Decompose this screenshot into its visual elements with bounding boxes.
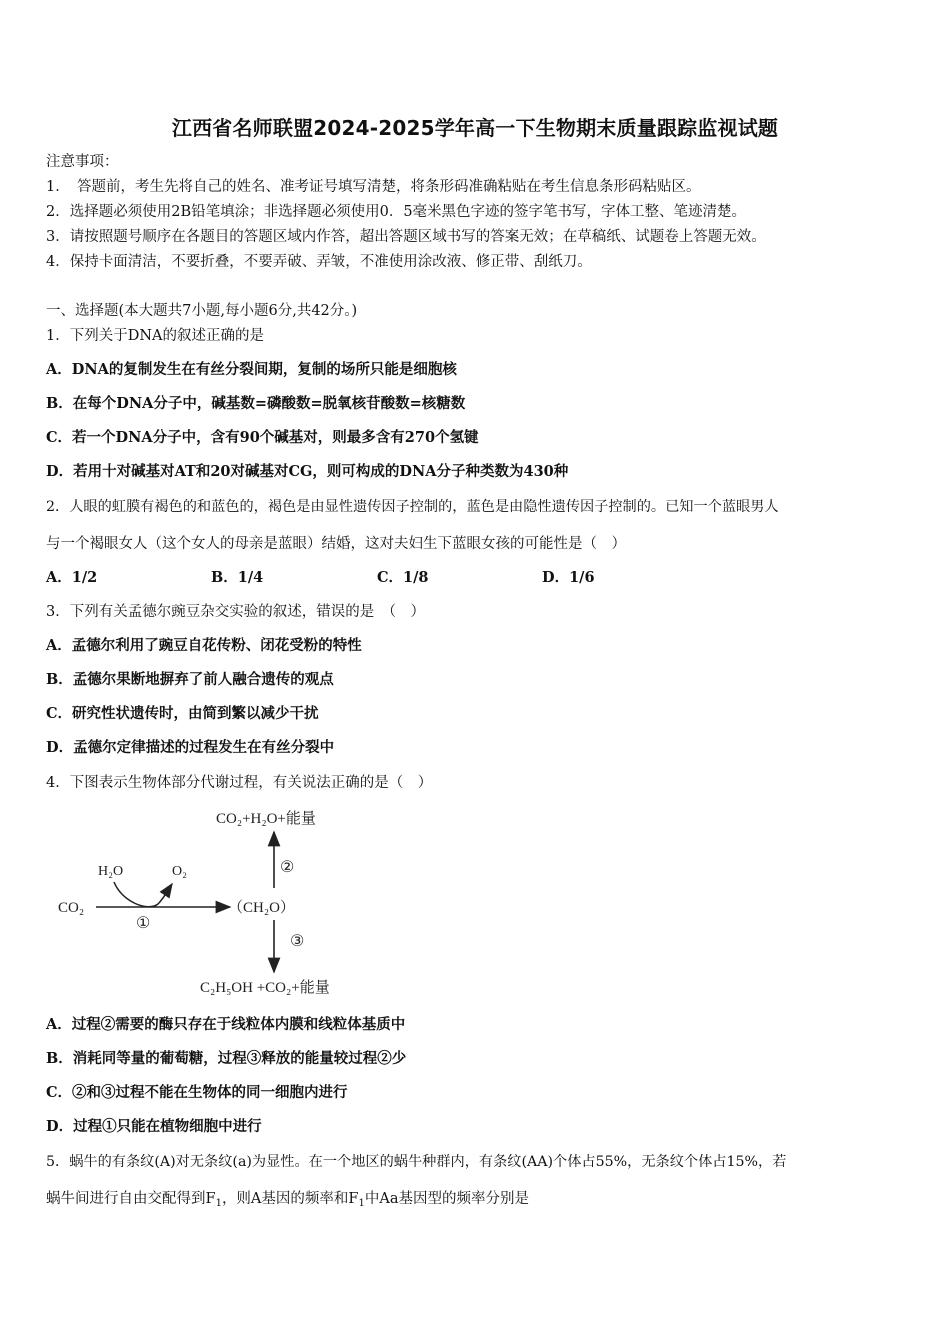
question-5-stem-line1: 5．蜗牛的有条纹(A)对无条纹(a)为显性。在一个地区的蜗牛种群内，有条纹(AA)个体占55%，无条纹个体占15%，若 [46, 1154, 787, 1170]
question-4-option-b: B．消耗同等量的葡萄糖，过程③释放的能量较过程②少 [46, 1050, 407, 1067]
curve-h2o-to-o2 [114, 882, 172, 907]
question-4-stem: 4．下图表示生物体部分代谢过程，有关说法正确的是（ ） [46, 775, 433, 791]
question-2-option-c: C．1/8 [377, 569, 429, 586]
question-1-option-c: C．若一个DNA分子中，含有90个碱基对，则最多含有270个氢键 [46, 429, 479, 446]
label-process-2: ② [280, 859, 295, 876]
question-4-option-c: C．②和③过程不能在生物体的同一细胞内进行 [46, 1084, 348, 1101]
metabolism-diagram [50, 800, 390, 1005]
diagram-bottom-products: C₂H₅OH +CO₂+能量 [200, 980, 330, 996]
question-2-stem-line2: 与一个褐眼女人（这个女人的母亲是蓝眼）结婚，这对夫妇生下蓝眼女孩的可能性是（ ） [46, 536, 626, 552]
q5-text-part3: 中Aa基因型的频率分别是 [364, 1191, 529, 1207]
notice-item-4: 4．保持卡面清洁，不要折叠，不要弄破、弄皱，不准使用涂改液、修正带、刮纸刀。 [46, 254, 592, 270]
question-1-option-d: D．若用十对碱基对AT和20对碱基对CG，则可构成的DNA分子种类数为430种 [46, 463, 569, 480]
q5-text-part1: 蜗牛间进行自由交配得到F [46, 1191, 216, 1207]
question-5-stem-line2 [46, 1189, 529, 1214]
page-title: 江西省名师联盟2024-2025学年高一下生物期末质量跟踪监视试题 [171, 116, 779, 140]
question-3-option-c: C．研究性状遗传时，由简到繁以减少干扰 [46, 705, 319, 722]
question-2-stem-line1: 2．人眼的虹膜有褐色的和蓝色的，褐色是由显性遗传因子控制的，蓝色是由隐性遗传因子控制的。已知一个蓝眼男人 [46, 499, 779, 515]
diagram-top-products: CO₂+H₂O+能量 [216, 811, 316, 827]
diagram-ch2o: （CH₂O） [228, 900, 295, 916]
question-2-option-a: A．1/2 [46, 569, 98, 586]
question-1-option-b: B．在每个DNA分子中，碱基数=磷酸数=脱氧核苷酸数=核糖数 [46, 395, 466, 412]
label-process-1: ① [136, 915, 151, 932]
label-process-3: ③ [290, 933, 305, 950]
notice-item-1: 1． 答题前，考生先将自己的姓名、准考证号填写清楚，将条形码准确粘贴在考生信息条形码粘贴区。 [46, 179, 701, 195]
q5-subscript-1: 1 [215, 1198, 222, 1209]
notice-heading: 注意事项： [46, 154, 119, 170]
question-3-stem: 3．下列有关孟德尔豌豆杂交实验的叙述，错误的是 （ ） [46, 604, 425, 620]
diagram-co2: CO₂ [58, 900, 85, 916]
question-3-option-a: A．孟德尔利用了豌豆自花传粉、闭花受粉的特性 [46, 637, 362, 654]
notice-item-3: 3．请按照题号顺序在各题目的答题区域内作答，超出答题区域书写的答案无效；在草稿纸、试题卷上答题无效。 [46, 229, 766, 245]
section-heading: 一、选择题(本大题共7小题,每小题6分,共42分。) [46, 303, 358, 319]
q5-text-part2: ，则A基因的频率和F [221, 1191, 359, 1207]
question-1-option-a: A．DNA的复制发生在有丝分裂间期，复制的场所只能是细胞核 [46, 361, 457, 378]
question-4-option-d: D．过程①只能在植物细胞中进行 [46, 1118, 262, 1135]
question-1-stem: 1．下列关于DNA的叙述正确的是 [46, 328, 265, 344]
diagram-o2: O₂ [172, 864, 187, 879]
question-4-option-a: A．过程②需要的酶只存在于线粒体内膜和线粒体基质中 [46, 1016, 406, 1033]
question-2-option-d: D．1/6 [542, 569, 595, 586]
diagram-h2o: H₂O [98, 864, 124, 879]
notice-item-2: 2．选择题必须使用2B铅笔填涂；非选择题必须使用0．5毫米黑色字迹的签字笔书写，字体工整、笔迹清楚。 [46, 204, 747, 220]
question-2-option-b: B．1/4 [211, 569, 264, 586]
question-3-option-b: B．孟德尔果断地摒弃了前人融合遗传的观点 [46, 671, 334, 688]
q5-subscript-2: 1 [358, 1198, 365, 1209]
question-3-option-d: D．孟德尔定律描述的过程发生在有丝分裂中 [46, 739, 335, 756]
